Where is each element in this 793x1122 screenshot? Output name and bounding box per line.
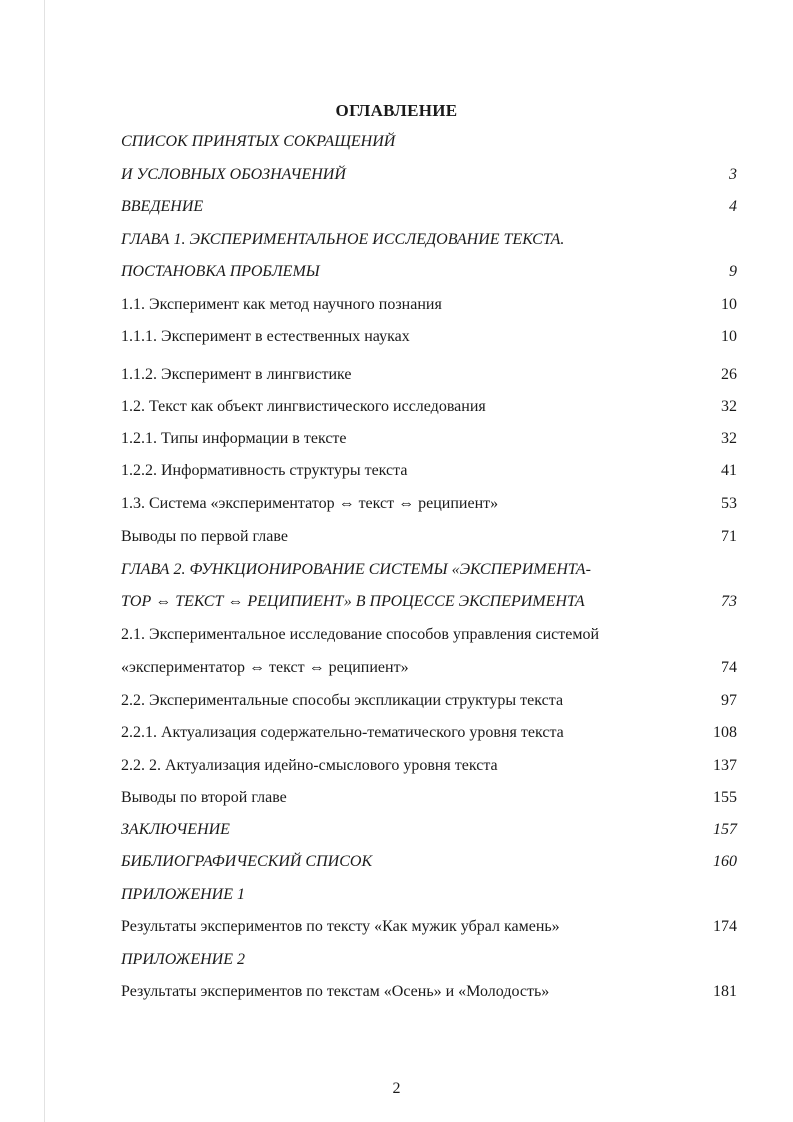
toc-line-page: 137 xyxy=(713,757,737,774)
toc-line xyxy=(121,328,741,352)
toc-line-text: 1.1. Эксперимент как метод научного познания xyxy=(121,296,442,313)
toc-line-text: 2.2. 2. Актуализация идейно-смыслового уровня текста xyxy=(121,757,498,774)
toc-line xyxy=(121,593,741,617)
toc-line-text: 1.1.1. Эксперимент в естественных науках xyxy=(121,328,410,345)
toc-line xyxy=(121,659,741,683)
toc-line xyxy=(121,724,741,748)
toc-line xyxy=(121,561,741,585)
toc-line-text: Выводы по второй главе xyxy=(121,789,287,806)
toc-line xyxy=(121,918,741,942)
toc-line-text: БИБЛИОГРАФИЧЕСКИЙ СПИСОК xyxy=(121,853,373,870)
toc-line-text: ТОР ⇔ ТЕКСТ ⇔ РЕЦИПИЕНТ» В ПРОЦЕССЕ ЭКСПЕРИМЕНТА xyxy=(121,593,585,610)
toc-line-text: 2.1. Экспериментальное исследование способов управления системой xyxy=(121,626,600,643)
toc-line xyxy=(121,692,741,716)
toc-line xyxy=(121,166,741,190)
toc-line-text: ПРИЛОЖЕНИЕ 1 xyxy=(121,886,245,903)
toc-line xyxy=(121,198,741,222)
toc-line xyxy=(121,366,741,390)
toc-title: ОГЛАВЛЕНИЕ xyxy=(335,101,458,120)
toc-line xyxy=(121,789,741,813)
toc-line-text: Выводы по первой главе xyxy=(121,528,288,545)
toc-line xyxy=(121,263,741,287)
toc-line-page: 181 xyxy=(713,983,737,1000)
toc-line xyxy=(121,853,741,877)
page-edge-line xyxy=(44,0,45,1122)
toc-line xyxy=(121,626,741,650)
toc-line xyxy=(121,951,741,975)
toc-line-page: 10 xyxy=(721,328,737,345)
toc-line-page: 32 xyxy=(721,430,737,447)
toc-line-page: 71 xyxy=(721,528,737,545)
toc-line-page: 10 xyxy=(721,296,737,313)
toc-line-page: 3 xyxy=(729,166,737,183)
toc-line xyxy=(121,398,741,422)
toc-line-page: 174 xyxy=(713,918,737,935)
toc-line-text: «экспериментатор ⇔ текст ⇔ реципиент» xyxy=(121,659,409,676)
toc-line-page: 160 xyxy=(713,853,737,870)
toc-line-text: И УСЛОВНЫХ ОБОЗНАЧЕНИЙ xyxy=(121,166,346,183)
toc-line xyxy=(121,462,741,486)
toc-line xyxy=(121,757,741,781)
toc-line xyxy=(121,528,741,552)
toc-line-page: 9 xyxy=(729,263,737,280)
toc-line-page: 32 xyxy=(721,398,737,415)
toc-line-text: 1.2.1. Типы информации в тексте xyxy=(121,430,347,447)
toc-line-text: ГЛАВА 2. ФУНКЦИОНИРОВАНИЕ СИСТЕМЫ «ЭКСПЕРИМЕНТА- xyxy=(121,561,591,578)
toc-line-page: 74 xyxy=(721,659,737,676)
toc-line xyxy=(121,430,741,454)
toc-line-text: 1.3. Система «экспериментатор ⇔ текст ⇔ реципиент» xyxy=(121,495,499,512)
toc-line xyxy=(121,495,741,519)
toc-line-page: 26 xyxy=(721,366,737,383)
toc-line-text: 1.2.2. Информативность структуры текста xyxy=(121,462,408,479)
toc-line-page: 155 xyxy=(713,789,737,806)
toc-line-text: СПИСОК ПРИНЯТЫХ СОКРАЩЕНИЙ xyxy=(121,133,396,150)
toc-line-page: 4 xyxy=(729,198,737,215)
toc-line-text: 1.2. Текст как объект лингвистического исследования xyxy=(121,398,486,415)
toc-line-text: ПРИЛОЖЕНИЕ 2 xyxy=(121,951,245,968)
toc-line-page: 97 xyxy=(721,692,737,709)
toc-line-page: 73 xyxy=(721,593,737,610)
toc-line xyxy=(121,821,741,845)
toc-line-page: 41 xyxy=(721,462,737,479)
toc-line xyxy=(121,886,741,910)
toc-line-text: 1.1.2. Эксперимент в лингвистике xyxy=(121,366,352,383)
toc-line-page: 108 xyxy=(713,724,737,741)
toc-line-text: Результаты экспериментов по текстам «Осень» и «Молодость» xyxy=(121,983,550,1000)
toc-line-page: 157 xyxy=(713,821,737,838)
toc-line xyxy=(121,296,741,320)
toc-line xyxy=(121,133,741,157)
toc-line-text: 2.2. Экспериментальные способы экспликации структуры текста xyxy=(121,692,564,709)
toc-line-page: 53 xyxy=(721,495,737,512)
toc-line-text: ЗАКЛЮЧЕНИЕ xyxy=(121,821,230,838)
toc-line-text: Результаты экспериментов по тексту «Как мужик убрал камень» xyxy=(121,918,560,935)
toc-line xyxy=(121,231,741,255)
toc-line xyxy=(121,983,741,1007)
page-number: 2 xyxy=(392,1080,401,1097)
toc-line-text: ПОСТАНОВКА ПРОБЛЕМЫ xyxy=(121,263,320,280)
toc-line-text: ГЛАВА 1. ЭКСПЕРИМЕНТАЛЬНОЕ ИССЛЕДОВАНИЕ ТЕКСТА. xyxy=(121,231,565,248)
toc-line-text: ВВЕДЕНИЕ xyxy=(121,198,204,215)
toc-line-text: 2.2.1. Актуализация содержательно-тематического уровня текста xyxy=(121,724,564,741)
